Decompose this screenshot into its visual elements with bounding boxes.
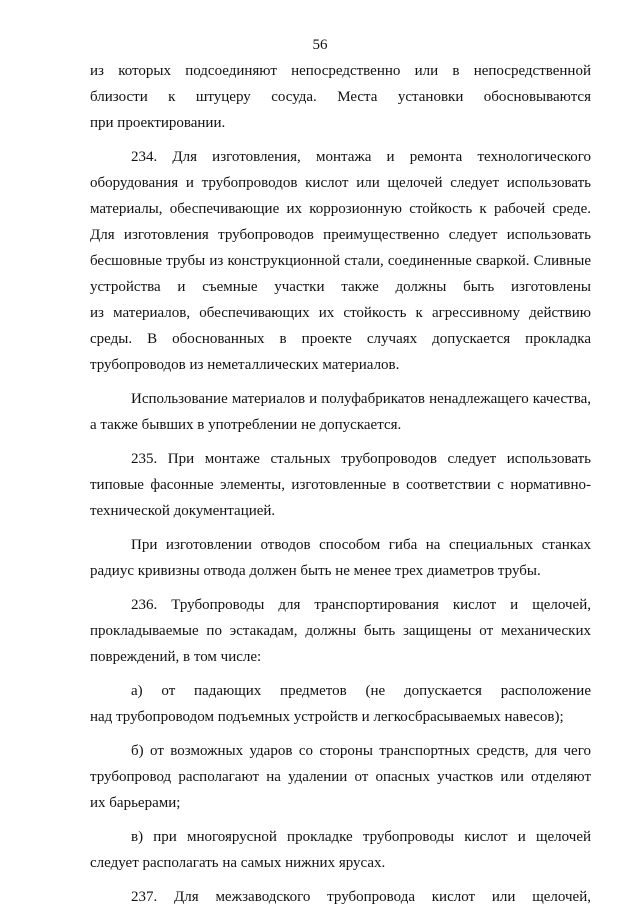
text-line: материалы, обеспечивающие их коррозионную стойкость к рабочей среде. (90, 201, 591, 217)
text-line: устройства и съемные участки также должны быть изготовлены (90, 279, 591, 295)
text-line: близости к штуцеру сосуда. Места установки обосновываются (90, 89, 591, 105)
text-line: а) от падающих предметов (не допускается расположение (131, 683, 591, 699)
text-line: а также бывших в употреблении не допускается. (90, 417, 402, 433)
text-line: бесшовные трубы из конструкционной стали, соединенные сваркой. Сливные (90, 253, 591, 269)
text-line: из материалов, обеспечивающих их стойкость к агрессивному действию (90, 305, 591, 321)
text-line: 236. Трубопроводы для транспортирования кислот и щелочей, (131, 597, 591, 613)
text-line: Использование материалов и полуфабрикатов ненадлежащего качества, (131, 391, 591, 407)
text-line: среды. В обоснованных в проекте случаях допускается прокладка (90, 331, 591, 347)
text-line: 234. Для изготовления, монтажа и ремонта технологического (131, 149, 591, 165)
text-line: Для изготовления трубопроводов преимущественно следует использовать (90, 227, 591, 243)
text-line: из которых подсоединяют непосредственно или в непосредственной (90, 63, 591, 79)
text-line: прокладываемые по эстакадам, должны быть защищены от механических (90, 623, 591, 639)
text-line: в) при многоярусной прокладке трубопроводы кислот и щелочей (131, 829, 591, 845)
text-line: технической документацией. (90, 503, 276, 519)
text-line: трубопроводов из неметаллических материалов. (90, 357, 400, 373)
text-line: б) от возможных ударов со стороны транспортных средств, для чего (131, 743, 591, 759)
text-line: повреждений, в том числе: (90, 649, 262, 665)
text-line: над трубопроводом подъемных устройств и легкосбрасываемых навесов); (90, 709, 564, 725)
text-line: оборудования и трубопроводов кислот или щелочей следует использовать (90, 175, 591, 191)
text-line: 237. Для межзаводского трубопровода кислот или щелочей, (131, 889, 591, 905)
text-line: 235. При монтаже стальных трубопроводов следует использовать (131, 451, 591, 467)
text-line: при проектировании. (90, 115, 226, 131)
text-line: их барьерами; (90, 795, 181, 811)
text-line: При изготовлении отводов способом гиба на специальных станках (131, 537, 591, 553)
body-text (90, 58, 591, 910)
page-number: 56 (312, 37, 328, 53)
text-line: радиус кривизны отвода должен быть не менее трех диаметров трубы. (90, 563, 541, 579)
text-line: типовые фасонные элементы, изготовленные в соответствии с нормативно- (90, 477, 591, 493)
text-line: трубопровод располагают на удалении от опасных участков или отделяют (90, 769, 591, 785)
text-line: следует располагать на самых нижних ярусах. (90, 855, 386, 871)
